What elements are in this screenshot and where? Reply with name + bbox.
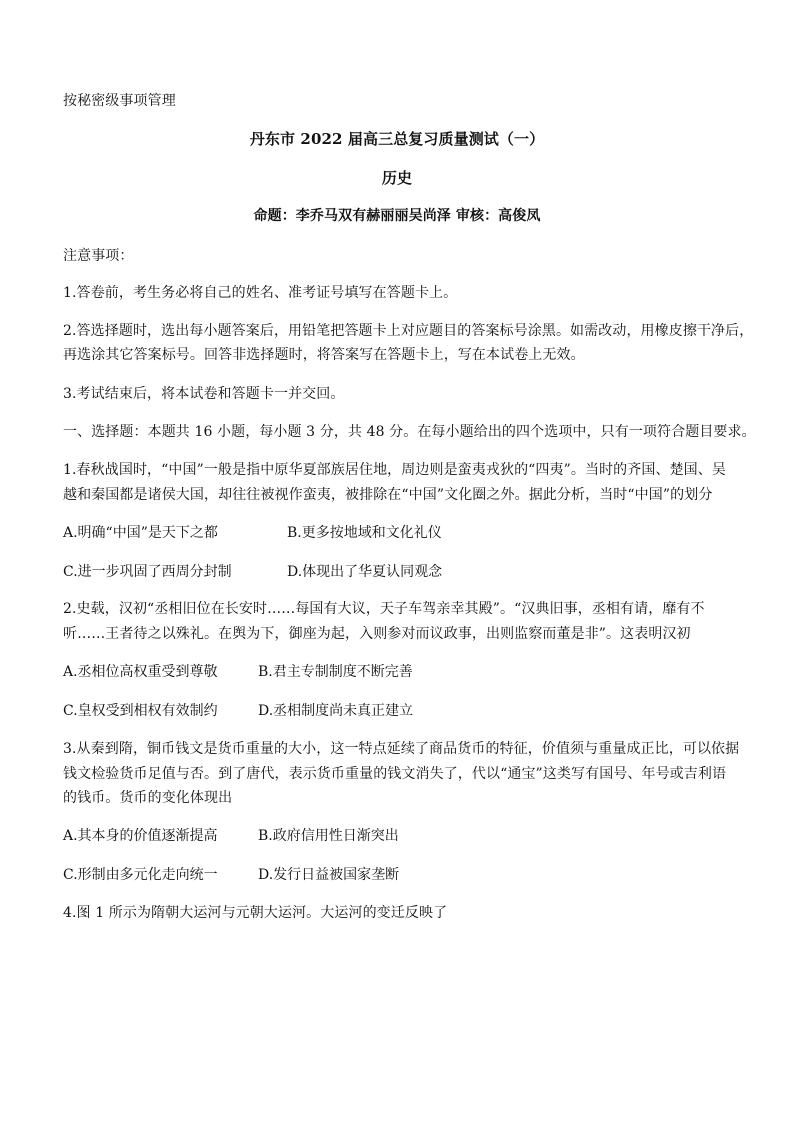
question-text: 听……王者待之以殊礼。在舆为下，御座为起，入则参对而议政事，出则监察而董是非”。这表明汉初 bbox=[63, 626, 691, 642]
option-a: A.丞相位高权重受到尊敬 bbox=[63, 664, 218, 680]
note-item: 3.考试结束后，将本试卷和答题卡一并交回。 bbox=[63, 386, 345, 402]
note-item: 2.答选择题时，选出每小题答案后，用铅笔把答题卡上对应题目的答案标号涂黑。如需改动，用橡皮擦干净后， bbox=[63, 323, 754, 339]
subject-title: 历史 bbox=[381, 169, 413, 187]
option-b: B.君主专制制度不断完善 bbox=[258, 664, 413, 680]
question-text: 2.史载，汉初“丞相旧位在长安时……每国有大议，天子车驾亲幸其殿”。“汉典旧事，丞相有请，靡有不 bbox=[63, 601, 705, 617]
option-a: A.明确“中国”是天下之都 bbox=[63, 525, 218, 541]
option-a: A.其本身的价值逐渐提高 bbox=[63, 828, 218, 844]
question-text: 越和秦国都是诸侯大国，却往往被视作蛮夷，被排除在“中国”文化圈之外。据此分析，当时“中国”的划分 bbox=[63, 487, 713, 503]
question-text: 钱文检验货币足值与否。到了唐代，表示货币重量的钱文消失了，代以“通宝”这类写有国号、年号或吉利语 bbox=[63, 766, 727, 782]
option-d: D.丞相制度尚未真正建立 bbox=[258, 703, 414, 719]
exam-title: 丹东市 2022 届高三总复习质量测试（一） bbox=[249, 130, 545, 148]
option-c: C.进一步巩固了西周分封制 bbox=[63, 564, 232, 580]
note-item: 再选涂其它答案标号。回答非选择题时，将答案写在答题卡上，写在本试卷上无效。 bbox=[63, 347, 585, 363]
confidential-label: 按秘密级事项管理 bbox=[63, 93, 176, 109]
question-text: 的钱币。货币的变化体现出 bbox=[63, 790, 233, 806]
option-d: D.发行日益被国家垄断 bbox=[258, 867, 400, 883]
option-c: C.形制由多元化走向统一 bbox=[63, 867, 218, 883]
question-text: 3.从秦到隋，铜币钱文是货币重量的大小，这一特点延续了商品货币的特征，价值须与重量成正比，可以依据 bbox=[63, 741, 740, 757]
authors-line: 命题：李乔马双有赫丽丽吴尚泽 审核：高俊凤 bbox=[253, 208, 541, 224]
notes-heading: 注意事项： bbox=[63, 248, 134, 264]
option-b: B.政府信用性日渐突出 bbox=[258, 828, 399, 844]
section-heading: 一、选择题：本题共 16 小题，每小题 3 分，共 48 分。在每小题给出的四个选项中，只有一项符合题目要求。 bbox=[63, 424, 756, 440]
option-b: B.更多按地域和文化礼仪 bbox=[287, 525, 442, 541]
option-c: C.皇权受到相权有效制约 bbox=[63, 703, 218, 719]
question-text: 1.春秋战国时，“中国”一般是指中原华夏部族居住地，周边则是蛮夷戎狄的“四夷”。当时的齐国、楚国、吴 bbox=[63, 462, 726, 478]
option-d: D.体现出了华夏认同观念 bbox=[287, 564, 443, 580]
question-text: 4.图 1 所示为隋朝大运河与元朝大运河。大运河的变迁反映了 bbox=[63, 905, 448, 921]
note-item: 1.答卷前，考生务必将自己的姓名、准考证号填写在答题卡上。 bbox=[63, 285, 458, 301]
